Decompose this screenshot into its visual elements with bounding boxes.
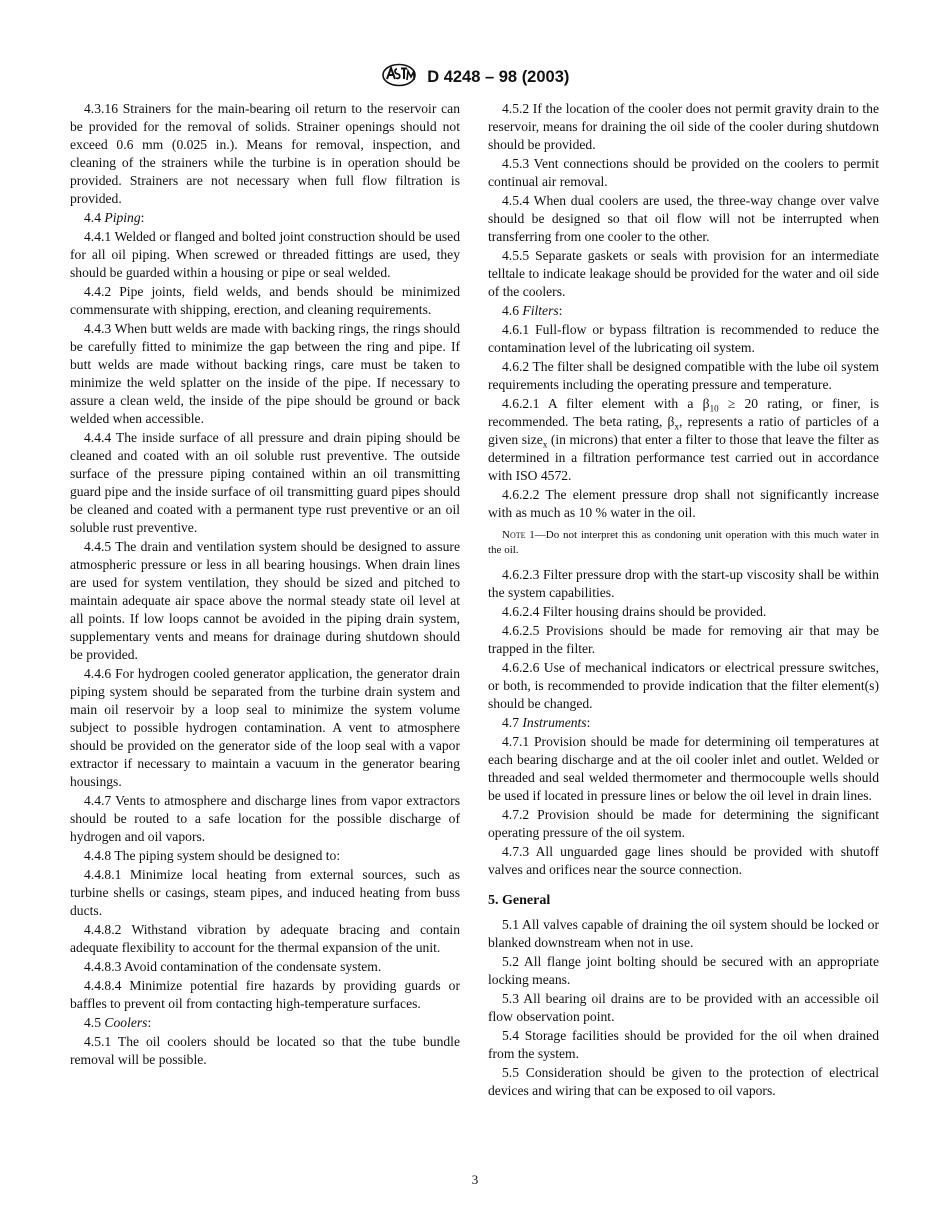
paragraph-4-6-2: 4.6.2 The filter shall be designed compatible with the lube oil system requirements including the operating pressure and temperature. (488, 359, 879, 392)
beta-subscript-x: x (674, 421, 679, 432)
paragraph-4-6-2-6: 4.6.2.6 Use of mechanical indicators or electrical pressure switches, or both, is recommended to provide indication that the filter element(s) should be changed. (488, 660, 879, 711)
heading-4-6-title: Filters (522, 303, 559, 318)
paragraph-4-6-2-3: 4.6.2.3 Filter pressure drop with the start-up viscosity shall be within the system capabilities. (488, 567, 879, 600)
paragraph-4-4-8-3: 4.4.8.3 Avoid contamination of the condensate system. (84, 959, 382, 974)
paragraph-4-4-8-2: 4.4.8.2 Withstand vibration by adequate bracing and contain adequate flexibility to account for the thermal expansion of the unit. (70, 922, 460, 955)
paragraph-4-6-2-1-part-b: ≥ 20 rating, or finer, is recommended. The beta rating, β (488, 396, 879, 429)
paragraph-4-3-16: 4.3.16 Strainers for the main-bearing oil return to the reservoir can be provided for the removal of solids. Strainer openings should not exceed 0.6 mm (0.025 in.). Means for removal, inspection, and cleaning of the strainers while the turbine is in operation should be provided. Strainers are not necessary when full flow filtration is provided. (70, 101, 460, 206)
paragraph-4-4-8-1: 4.4.8.1 Minimize local heating from external sources, such as turbine shells or casings, steam pipes, and induced heating from buss ducts. (70, 867, 460, 918)
paragraph-4-6-2-5: 4.6.2.5 Provisions should be made for removing air that may be trapped in the filter. (488, 623, 879, 656)
paragraph-4-7-1: 4.7.1 Provision should be made for determining oil temperatures at each bearing discharge and at the oil cooler inlet and outlet. Welded or threaded and seal welded thermometer and thermocouple wells should be used if located in pressure lines or below the oil level in drain lines. (488, 734, 879, 803)
heading-4-5: 4.5 Coolers: (84, 1015, 152, 1030)
left-column (70, 100, 460, 1069)
paragraph-4-7-3: 4.7.3 All unguarded gage lines should be provided with shutoff valves and orifices near the source connection. (488, 844, 879, 877)
note-1 (488, 528, 879, 558)
paragraph-4-6-1: 4.6.1 Full-flow or bypass filtration is recommended to reduce the contamination level of the lubricating oil system. (488, 322, 879, 355)
paragraph-4-5-2: 4.5.2 If the location of the cooler does not permit gravity drain to the reservoir, means for draining the oil side of the cooler during shutdown should be provided. (488, 101, 879, 152)
paragraph-4-4-6: 4.4.6 For hydrogen cooled generator application, the generator drain piping system should be separated from the turbine drain system and main oil reservoir by a loop seal to minimize the system volume subject to possible hydrogen contamination. A vent to atmosphere should be provided on the generator side of the loop seal with a vapor extractor if necessary to maintain a vacuum in the generator bearing housings. (70, 666, 460, 789)
paragraph-5-1: 5.1 All valves capable of draining the oil system should be locked or blanked downstream when not in use. (488, 917, 879, 950)
paragraph-4-6-2-1 (488, 395, 879, 485)
beta-subscript-10: 10 (709, 403, 719, 414)
paragraph-4-4-8-4: 4.4.8.4 Minimize potential fire hazards by providing guards or baffles to prevent oil from contacting high-temperature surfaces. (70, 978, 460, 1011)
heading-4-4: 4.4 Piping: (84, 210, 145, 225)
paragraph-4-5-3: 4.5.3 Vent connections should be provided on the coolers to permit continual air removal. (488, 156, 879, 189)
heading-4-7-number: 4.7 (502, 715, 519, 730)
paragraph-5-5: 5.5 Consideration should be given to the protection of electrical devices and wiring that can be exposed to oil vapors. (488, 1065, 879, 1098)
paragraph-5-3: 5.3 All bearing oil drains are to be provided with an accessible oil flow observation point. (488, 991, 879, 1024)
paragraph-4-6-2-4: 4.6.2.4 Filter housing drains should be provided. (502, 604, 767, 619)
size-subscript-x: x (542, 439, 548, 450)
paragraph-4-4-8: 4.4.8 The piping system should be designed to: (84, 848, 341, 863)
document-designation: D 4248 – 98 (2003) (427, 68, 570, 86)
paragraph-4-6-2-1-part-a: 4.6.2.1 A filter element with a β (502, 396, 710, 411)
heading-4-4-number: 4.4 (84, 210, 101, 225)
paragraph-4-5-1: 4.5.1 The oil coolers should be located so that the tube bundle removal will be possible. (70, 1034, 460, 1067)
paragraph-4-4-5: 4.4.5 The drain and ventilation system should be designed to assure atmospheric pressure or less in all bearing housings. When drain lines are used for system ventilation, they should be sized and pitched to maintain adequate air space above the normal steady state oil level at all points. If low loops cannot be avoided in the piping drain system, supplementary vents and means for drainage during shutdown should be provided. (70, 539, 460, 662)
page-header (0, 63, 950, 92)
note-text: —Do not interpret this as condoning unit operation with this much water in the oil. (488, 529, 879, 556)
heading-4-5-number: 4.5 (84, 1015, 101, 1030)
right-column (488, 100, 879, 1100)
heading-4-7-title: Instruments (522, 715, 587, 730)
heading-4-4-title: Piping (104, 210, 141, 225)
paragraph-4-4-7: 4.4.7 Vents to atmosphere and discharge lines from vapor extractors should be routed to a safe location for the possible discharge of hydrogen and oil vapors. (70, 793, 460, 844)
page-number: 3 (471, 1172, 479, 1187)
heading-4-6-number: 4.6 (502, 303, 519, 318)
paragraph-4-4-3: 4.4.3 When butt welds are made with backing rings, the rings should be carefully fitted to minimize the gap between the ring and pipe. If butt welds are made without backing rings, care must be taken to minimize the weld splatter on the inside of the pipe. If necessary to assure a clean weld, the inside of the pipe should be ground or back welded when accessible. (70, 321, 460, 426)
heading-4-5-title: Coolers (104, 1015, 148, 1030)
paragraph-5-4: 5.4 Storage facilities should be provided for the oil when drained from the system. (488, 1028, 879, 1061)
paragraph-4-6-2-1-part-d: (in microns) that enter a filter to those that leave the filter as determined in a filtration performance test carried out in accordance with ISO 4572. (488, 432, 880, 483)
paragraph-4-4-1: 4.4.1 Welded or flanged and bolted joint construction should be used for all oil piping. When screwed or threaded fittings are used, they should be guarded within a housing or pipe or seal welded. (70, 229, 460, 280)
paragraph-4-5-4: 4.5.4 When dual coolers are used, the three-way change over valve should be designed so that oil flow will not be interrupted when transferring from one cooler to the other. (488, 193, 879, 244)
astm-logo-icon (381, 63, 417, 92)
paragraph-4-7-2: 4.7.2 Provision should be made for determining the significant operating pressure of the oil system. (488, 807, 879, 840)
note-label: Note 1 (502, 529, 535, 541)
heading-4-7: 4.7 Instruments: (502, 715, 591, 730)
paragraph-4-5-5: 4.5.5 Separate gaskets or seals with provision for an intermediate telltale to indicate leakage should be provided for the water and oil side of the coolers. (488, 248, 879, 299)
paragraph-4-4-4: 4.4.4 The inside surface of all pressure and drain piping should be cleaned and coated with an oil soluble rust preventive. The outside surface of the pressure piping contained within an oil transmitting guard pipe and the inside surface of oil transmitting guard pipes should be cleaned and coated with a permanent type rust preventive or an oil soluble rust preventive. (70, 430, 460, 535)
paragraph-5-2: 5.2 All flange joint bolting should be secured with an appropriate locking means. (488, 954, 879, 987)
paragraph-4-6-2-2: 4.6.2.2 The element pressure drop shall not significantly increase with as much as 10 % water in the oil. (488, 487, 879, 520)
heading-4-6: 4.6 Filters: (502, 303, 563, 318)
section-5-heading: 5. General (488, 893, 551, 908)
paragraph-4-6-2-1-part-c: , represents a ratio of particles of a given size (488, 414, 879, 447)
paragraph-4-4-2: 4.4.2 Pipe joints, field welds, and bends should be minimized commensurate with shipping, erection, and cleaning requirements. (70, 284, 460, 317)
